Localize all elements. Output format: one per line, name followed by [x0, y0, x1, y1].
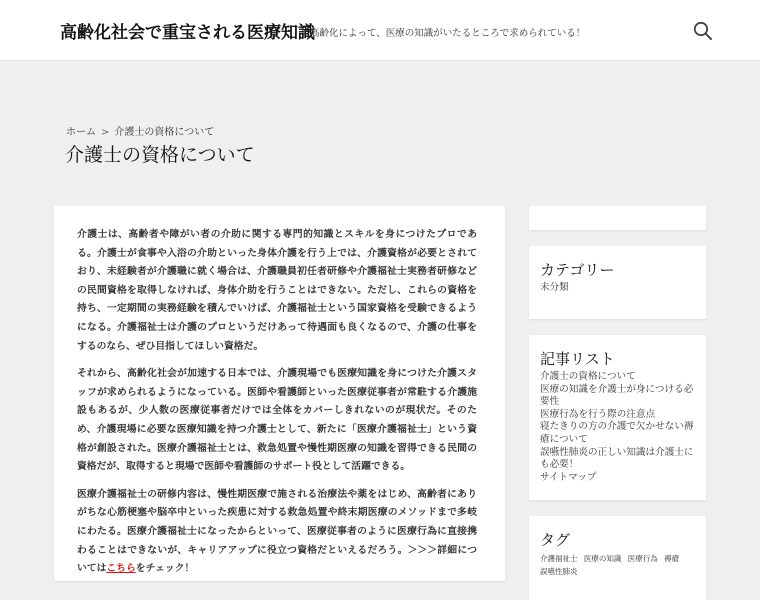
- list-item: [540, 421, 695, 446]
- tag-link[interactable]: 誤嚥性肺炎: [540, 567, 578, 576]
- details-link[interactable]: こちら: [106, 563, 136, 575]
- tag-link[interactable]: 介護福祉士: [540, 554, 578, 563]
- article-content: [54, 206, 505, 581]
- post-link[interactable]: 医療行為を行う際の注意点: [540, 408, 656, 420]
- tag-link[interactable]: 褥瘡: [664, 554, 680, 563]
- category-link[interactable]: 未分類: [540, 282, 569, 293]
- list-item: [540, 409, 695, 422]
- search-button[interactable]: [692, 20, 714, 42]
- breadcrumb-separator: >: [101, 127, 110, 138]
- categories-title: カテゴリー: [540, 261, 615, 279]
- post-link[interactable]: 寝たきりの方の介護で欠かせない褥瘡について: [540, 421, 694, 445]
- breadcrumb: [66, 123, 214, 138]
- site-description: 高齢化によって、医療の知識がいたるところで求められている！: [310, 28, 586, 39]
- categories-list: [540, 282, 695, 295]
- article-paragraph-3: [77, 486, 477, 579]
- site-title[interactable]: 高齢化社会で重宝される医療知識: [60, 23, 315, 43]
- search-icon: [692, 20, 714, 42]
- post-link[interactable]: 医療の知識を介護士が身につける必要性: [540, 383, 694, 408]
- site-header: [0, 0, 760, 61]
- tag-link[interactable]: 医療行為: [627, 554, 658, 563]
- post-link[interactable]: 誤嚥性肺炎の正しい知識は介護士にも必要！: [540, 446, 694, 471]
- breadcrumb-home[interactable]: ホーム: [66, 127, 96, 138]
- categories-widget: [529, 246, 706, 319]
- recent-posts-widget: [529, 335, 706, 500]
- tags-title: タグ: [540, 531, 571, 549]
- recent-posts-title: 記事リスト: [540, 350, 615, 368]
- tags-widget: [529, 516, 706, 600]
- sitemap-link[interactable]: サイトマップ: [540, 471, 597, 483]
- tag-link[interactable]: 医療の知識: [583, 554, 622, 563]
- article-paragraph-3-text: 医療介護福祉士の研修内容は、慢性期医療で施される治療法や薬をはじめ、高齢者にありがちな心筋梗塞や脳卒中といった疾患に対する救急処置や終末期医療のメソッドまで多岐にわたる。医療介護福祉士になったからといって、医療従事者のように医療行為に直接携わることはできないが、キャリアアップに役立つ資格だといえるだろう。＞＞＞詳細については: [77, 488, 477, 575]
- tag-cloud: [540, 552, 695, 578]
- sidebar-top-widget: [529, 206, 706, 230]
- article-paragraph-2: それから、高齢化社会が加速する日本では、介護現場でも医療知識を身につけた介護スタッフが求められるようになっている。医師や看護師といった医療従事者が常駐する介護施設もあるが、少人数の医療従事者だけでは全体をカバーしきれないのが現状だ。そのため、介護現場に必要な医療知識を持つ介護士として、新たに「医療介護福祉士」という資格が創設された。医療介護福祉士とは、救急処置や慢性期医療の知識を習得できる民間の資格だが、取得すると現場で医師や看護師のサポート役として活躍できる。: [77, 368, 477, 473]
- article-paragraph-3-tail: をチェック！: [135, 563, 195, 575]
- breadcrumb-current: 介護士の資格について: [114, 127, 215, 138]
- list-item: [540, 371, 695, 384]
- list-item: [540, 447, 695, 472]
- list-item: [540, 384, 695, 409]
- article-paragraph-1: 介護士は、高齢者や障がい者の介助に関する専門的知識とスキルを身につけたプロである。介護士が食事や入浴の介助といった身体介護を行う上では、介護資格が必要とされており、未経験者が介護職に就く場合は、介護職員初任者研修や介護福祉士実務者研修などの民間資格を取得しなければ、身体介助を行うことはできない。ただし、これらの資格を持ち、一定期間の実務経験を積んでいけば、介護福祉士という国家資格を受験できるようになる。介護福祉士は介護のプロというだけあって待遇面も良くなるので、介護の仕事をするのなら、ぜひ目指してほしい資格だ。: [77, 229, 477, 352]
- page-title: 介護士の資格について: [65, 144, 255, 166]
- post-link[interactable]: 介護士の資格について: [540, 371, 636, 382]
- recent-posts-list: [540, 371, 695, 484]
- category-item: [540, 282, 695, 295]
- list-item: [540, 472, 695, 485]
